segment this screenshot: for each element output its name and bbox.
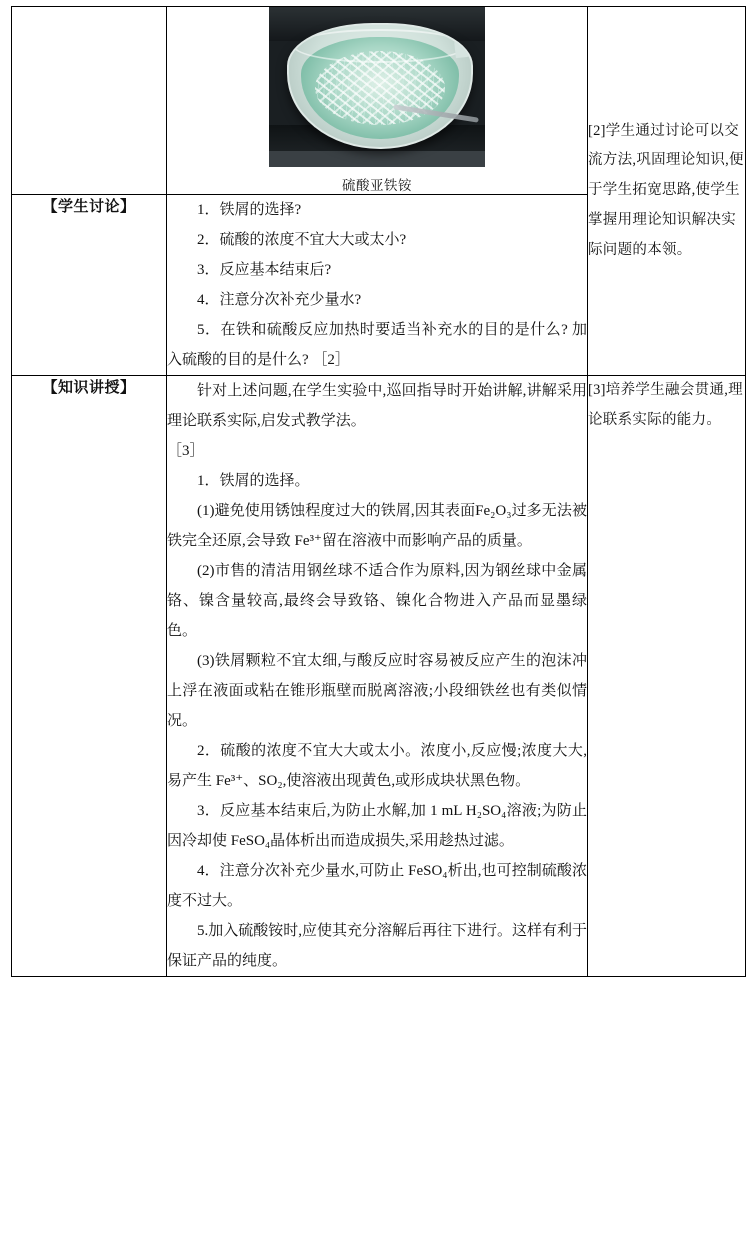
table-row: [12, 376, 746, 977]
paragraph: 4．注意分次补充少量水,可防止 FeSO₄析出,也可控制硫酸浓度不过大。: [167, 863, 587, 909]
figure-caption: 硫酸亚铁铵: [342, 178, 412, 193]
figure: [269, 7, 485, 194]
figure-cell: [167, 7, 588, 195]
lesson-plan-table: [11, 6, 746, 977]
knowledge-teaching-content: [167, 376, 588, 977]
note-cell-knowledge: [3]培养学生融会贯通,理论联系实际的能力。: [588, 376, 746, 977]
list-item: 2．硫酸的浓度不宜大大或太小?: [197, 232, 407, 248]
paragraph: 1．铁屑的选择。: [197, 473, 310, 489]
paragraph-citation: ［3］: [167, 443, 205, 459]
note-cell-discussion: [2]学生通过讨论可以交流方法,巩固理论知识,便于学生拓宽思路,使学生掌握用理论知识解决实际问题的本领。: [588, 7, 746, 376]
beaker-spout: [454, 40, 473, 58]
document-page: [0, 6, 756, 1254]
paragraph: 针对上述问题,在学生实验中,巡回指导时开始讲解,讲解采用理论联系实际,启发式教学法。: [167, 383, 587, 429]
row-label-knowledge-teaching: 【知识讲授】: [12, 376, 167, 977]
paragraph: (2)市售的清洁用钢丝球不适合作为原料,因为钢丝球中金属铬、镍含量较高,最终会导致铬、镍化合物进入产品而显墨绿色。: [167, 563, 587, 639]
student-discussion-content: [167, 195, 588, 376]
paragraph: (3)铁屑颗粒不宜太细,与酸反应时容易被反应产生的泡沫冲上浮在液面或粘在锥形瓶壁而脱离溶液;小段细铁丝也有类似情况。: [167, 653, 587, 729]
paragraph: 3．反应基本结束后,为防止水解,加 1 mL H₂SO₄溶液;为防止因冷却使 FeSO₄晶体析出而造成损失,采用趁热过滤。: [167, 803, 587, 849]
row-label-cell-empty: [12, 7, 167, 195]
photo-bench: [269, 151, 485, 167]
paragraph: 5.加入硫酸铵时,应使其充分溶解后再往下进行。这样有利于保证产品的纯度。: [167, 923, 588, 969]
beaker-rim: [293, 29, 467, 63]
list-item: 4．注意分次补充少量水?: [197, 292, 362, 308]
paragraph: 2．硫酸的浓度不宜大大或太小。浓度小,反应慢;浓度大大,易产生 Fe³⁺、SO₂,使溶液出现黄色,或形成块状黑色物。: [167, 743, 587, 789]
list-item: 1．铁屑的选择?: [197, 202, 302, 218]
list-item-last: 5．在铁和硫酸反应加热时要适当补充水的目的是什么? 加入硫酸的目的是什么? ［2］: [167, 322, 587, 368]
list-item: 3．反应基本结束后?: [197, 262, 332, 278]
paragraph: (1)避免使用锈蚀程度过大的铁屑,因其表面Fe₂O₃过多无法被铁完全还原,会导致 Fe³⁺留在溶液中而影响产品的质量。: [167, 503, 587, 549]
table-row: [12, 7, 746, 195]
beaker-photo: [269, 7, 485, 167]
row-label-student-discussion: 【学生讨论】: [12, 195, 167, 376]
